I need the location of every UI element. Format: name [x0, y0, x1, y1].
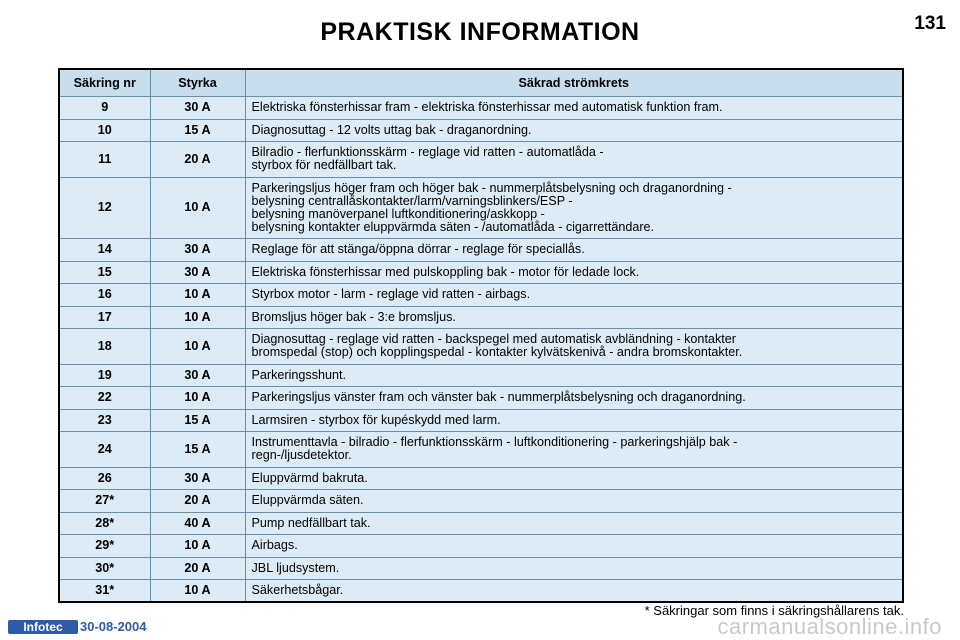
cell-circuit: Airbags.	[245, 535, 903, 558]
cell-rating: 10 A	[150, 306, 245, 329]
cell-circuit: Elektriska fönsterhissar fram - elektriska fönsterhissar med automatisk funktion fram.	[245, 97, 903, 120]
table-header-row	[59, 69, 903, 97]
table-row	[59, 580, 903, 603]
cell-circuit: JBL ljudsystem.	[245, 557, 903, 580]
cell-fuse-number: 23	[59, 409, 150, 432]
cell-fuse-number: 24	[59, 432, 150, 468]
table-row	[59, 284, 903, 307]
cell-rating: 10 A	[150, 387, 245, 410]
cell-circuit: Larmsiren - styrbox för kupéskydd med larm.	[245, 409, 903, 432]
fuse-table	[58, 68, 904, 603]
table-row	[59, 177, 903, 239]
table-row	[59, 119, 903, 142]
cell-circuit: Styrbox motor - larm - reglage vid ratten - airbags.	[245, 284, 903, 307]
cell-circuit: Parkeringsljus höger fram och höger bak - nummerplåtsbelysning och draganordning - belysning centrallåskontakter/larm/varningsblinkers/ESP - belysning manöverpanel luftkonditionering/askkopp - belysning kontakter eluppvärmda säten - /automatlåda - cigarrettändare.	[245, 177, 903, 239]
cell-fuse-number: 17	[59, 306, 150, 329]
table-row	[59, 387, 903, 410]
cell-rating: 20 A	[150, 490, 245, 513]
cell-rating: 10 A	[150, 329, 245, 365]
table-row	[59, 467, 903, 490]
cell-fuse-number: 30*	[59, 557, 150, 580]
cell-circuit: Säkerhetsbågar.	[245, 580, 903, 603]
column-header-circuit: Säkrad strömkrets	[245, 69, 903, 97]
cell-rating: 10 A	[150, 177, 245, 239]
cell-rating: 20 A	[150, 557, 245, 580]
table-row	[59, 432, 903, 468]
cell-circuit: Parkeringsshunt.	[245, 364, 903, 387]
cell-circuit: Parkeringsljus vänster fram och vänster bak - nummerplåtsbelysning och draganordning.	[245, 387, 903, 410]
cell-rating: 30 A	[150, 467, 245, 490]
cell-fuse-number: 9	[59, 97, 150, 120]
table-row	[59, 535, 903, 558]
cell-rating: 30 A	[150, 239, 245, 262]
cell-circuit: Reglage för att stänga/öppna dörrar - reglage för speciallås.	[245, 239, 903, 262]
table-row	[59, 97, 903, 120]
cell-rating: 30 A	[150, 261, 245, 284]
cell-fuse-number: 22	[59, 387, 150, 410]
cell-circuit: Eluppvärmda säten.	[245, 490, 903, 513]
cell-rating: 20 A	[150, 142, 245, 178]
cell-fuse-number: 19	[59, 364, 150, 387]
table-row	[59, 142, 903, 178]
cell-circuit: Pump nedfällbart tak.	[245, 512, 903, 535]
cell-fuse-number: 15	[59, 261, 150, 284]
column-header-fuse-number: Säkring nr	[59, 69, 150, 97]
cell-circuit: Instrumenttavla - bilradio - flerfunktionsskärm - luftkonditionering - parkeringshjälp bak - regn-/ljusdetektor.	[245, 432, 903, 468]
table-row	[59, 239, 903, 262]
cell-circuit: Eluppvärmd bakruta.	[245, 467, 903, 490]
cell-rating: 15 A	[150, 409, 245, 432]
cell-circuit: Diagnosuttag - reglage vid ratten - backspegel med automatisk avbländning - kontakter bromspedal (stop) och kopplingspedal - kontakter kylvätskenivå - andra bromskontakter.	[245, 329, 903, 365]
table-row	[59, 490, 903, 513]
footer-date: 30-08-2004	[80, 619, 147, 634]
table-row	[59, 364, 903, 387]
cell-fuse-number: 28*	[59, 512, 150, 535]
cell-fuse-number: 10	[59, 119, 150, 142]
table-row	[59, 557, 903, 580]
page-title: PRAKTISK INFORMATION	[320, 18, 640, 46]
cell-circuit: Diagnosuttag - 12 volts uttag bak - draganordning.	[245, 119, 903, 142]
cell-circuit: Elektriska fönsterhissar med pulskoppling bak - motor för ledade lock.	[245, 261, 903, 284]
watermark: carmanualsonline.info	[717, 614, 942, 639]
cell-fuse-number: 16	[59, 284, 150, 307]
cell-rating: 15 A	[150, 119, 245, 142]
cell-rating: 30 A	[150, 97, 245, 120]
cell-rating: 30 A	[150, 364, 245, 387]
cell-rating: 40 A	[150, 512, 245, 535]
cell-rating: 15 A	[150, 432, 245, 468]
cell-rating: 10 A	[150, 284, 245, 307]
cell-fuse-number: 31*	[59, 580, 150, 603]
footnote: * Säkringar som finns i säkringshållarens tak.	[644, 603, 904, 618]
table-row	[59, 512, 903, 535]
table-row	[59, 261, 903, 284]
infotec-logo: Infotec	[8, 620, 78, 634]
table-row	[59, 306, 903, 329]
cell-circuit: Bilradio - flerfunktionsskärm - reglage vid ratten - automatlåda - styrbox för nedfällbart tak.	[245, 142, 903, 178]
cell-rating: 10 A	[150, 580, 245, 603]
page-number: 131	[914, 13, 946, 34]
table-row	[59, 329, 903, 365]
cell-circuit: Bromsljus höger bak - 3:e bromsljus.	[245, 306, 903, 329]
cell-fuse-number: 29*	[59, 535, 150, 558]
fuse-table-body	[59, 97, 903, 603]
column-header-rating: Styrka	[150, 69, 245, 97]
cell-fuse-number: 27*	[59, 490, 150, 513]
cell-fuse-number: 11	[59, 142, 150, 178]
table-row	[59, 409, 903, 432]
cell-fuse-number: 14	[59, 239, 150, 262]
cell-fuse-number: 26	[59, 467, 150, 490]
cell-rating: 10 A	[150, 535, 245, 558]
cell-fuse-number: 18	[59, 329, 150, 365]
cell-fuse-number: 12	[59, 177, 150, 239]
